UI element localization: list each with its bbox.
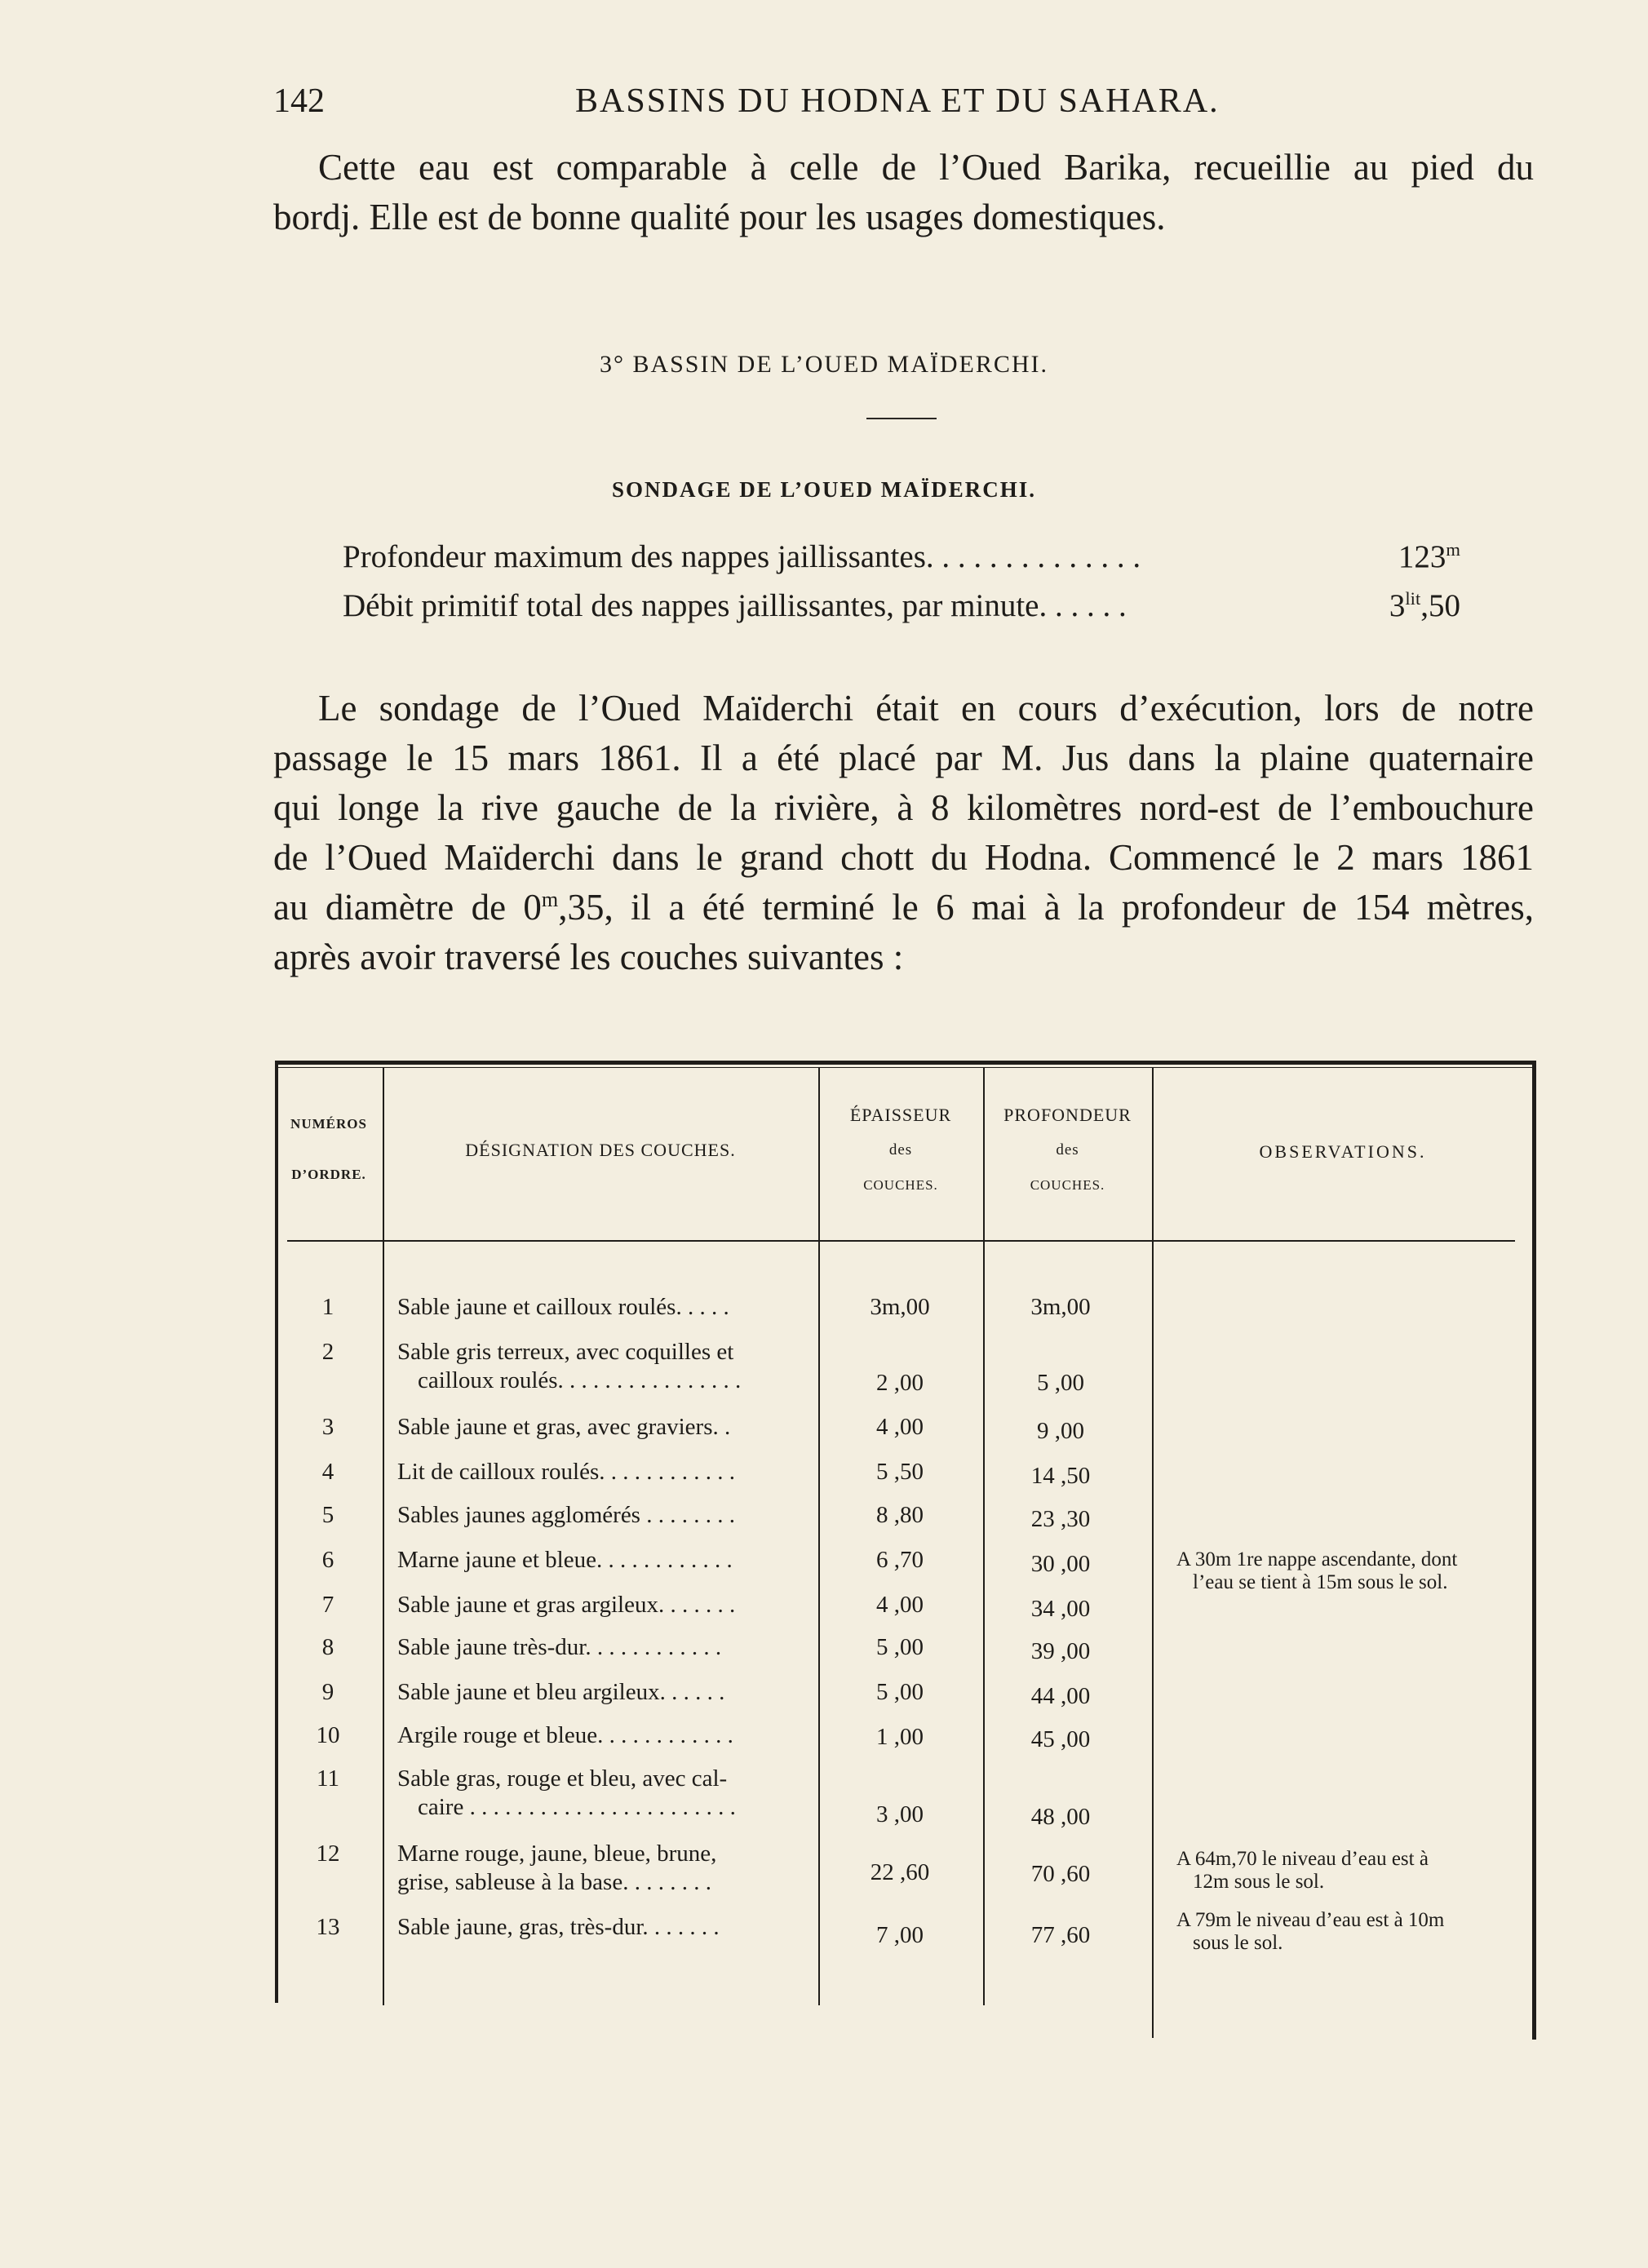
stat-row-discharge (343, 587, 1477, 630)
row-thickness: 8 ,80 (876, 1502, 924, 1528)
row-number: 7 (321, 1592, 334, 1618)
row-thickness: 4 ,00 (876, 1414, 924, 1440)
row-description: Sable jaune et gras, avec graviers. . (397, 1414, 731, 1440)
table-top-rule-thin (275, 1067, 1535, 1068)
main-paragraph (273, 684, 1534, 982)
header-profondeur-des: des (1056, 1141, 1079, 1158)
row-description: Sable jaune, gras, très-dur. . . . . . . (397, 1914, 720, 1940)
row-number: 8 (321, 1634, 334, 1660)
subsection-title: SONDAGE DE L’OUED MAÏDERCHI. (611, 477, 1037, 502)
row-depth: 14 ,50 (1030, 1463, 1091, 1489)
paragraph-line: bordj. Elle est de bonne qualité pour les usages domestiques. (273, 197, 1166, 237)
row-thickness: 3 ,00 (876, 1801, 924, 1827)
row-depth: 44 ,00 (1030, 1683, 1091, 1709)
stat-row-max-depth (343, 538, 1477, 581)
row-description: Sables jaunes agglomérés . . . . . . . . (397, 1502, 735, 1528)
row-description: Sable gris terreux, avec coquilles et (397, 1339, 734, 1365)
intro-paragraph (273, 143, 1534, 242)
row-description: Lit de cailloux roulés. . . . . . . . . . . . (397, 1459, 735, 1485)
header-profondeur: PROFONDEUR (1003, 1105, 1132, 1125)
page-number: 142 (273, 82, 325, 120)
row-depth: 70 ,60 (1030, 1861, 1091, 1887)
row-depth: 48 ,00 (1030, 1804, 1091, 1830)
paragraph-line: de l’Oued Maïderchi dans le grand chott du Hodna. Commencé le 2 mars 1861 (273, 837, 1534, 878)
row-thickness: 3m,00 (870, 1294, 930, 1320)
header-divider (287, 1240, 1515, 1242)
table-top-rule (275, 1061, 1535, 1065)
row-thickness: 4 ,00 (876, 1592, 924, 1618)
row-thickness: 5 ,00 (876, 1634, 924, 1660)
row-description-cont: caire . . . . . . . . . . . . . . . . . . . . . . . (418, 1794, 736, 1820)
row-depth: 9 ,00 (1037, 1418, 1084, 1444)
observation-note: A 79m le niveau d’eau est à 10m sous le sol. (1176, 1909, 1445, 1954)
header-epaisseur-des: des (888, 1141, 913, 1158)
stat-value: $3^{lit},50$ (1389, 588, 1460, 623)
row-thickness: 6 ,70 (876, 1547, 924, 1573)
paragraph-line: après avoir traversé les couches suivantes : (273, 937, 904, 977)
row-description: Sable jaune et gras argileux. . . . . . . (397, 1592, 736, 1618)
row-depth: 3m,00 (1030, 1294, 1091, 1320)
row-depth: 23 ,30 (1030, 1506, 1091, 1532)
row-depth: 30 ,00 (1030, 1551, 1091, 1577)
running-title: BASSINS DU HODNA ET DU SAHARA. (575, 82, 1220, 120)
row-number: 1 (321, 1294, 334, 1320)
header-epaisseur: ÉPAISSEUR (849, 1105, 952, 1125)
observation-note: A 64m,70 le niveau d’eau est à 12m sous le sol. (1176, 1848, 1429, 1893)
running-header (273, 82, 1530, 122)
row-number: 5 (321, 1502, 334, 1528)
row-depth: 34 ,00 (1030, 1596, 1091, 1622)
header-profondeur-couches: COUCHES. (1030, 1177, 1105, 1193)
row-thickness: 1 ,00 (876, 1724, 924, 1750)
row-depth: 5 ,00 (1037, 1370, 1084, 1396)
paragraph-line: au diamètre de 0$^m$,35, il a été terminé le 6 mai à la profondeur de 154 mètres, (273, 887, 1534, 928)
header-numeros-sub: D’ORDRE. (291, 1167, 366, 1182)
column-divider (383, 1067, 384, 2005)
row-description: Sable jaune et bleu argileux. . . . . . (397, 1679, 725, 1705)
section-divider (866, 418, 937, 419)
row-number: 6 (321, 1547, 334, 1573)
row-number: 3 (321, 1414, 334, 1440)
row-description-cont: cailloux roulés. . . . . . . . . . . . . . . . (418, 1367, 742, 1393)
row-number: 10 (316, 1722, 340, 1748)
paragraph-line: Le sondage de l’Oued Maïderchi était en cours d’exécution, lors de notre (318, 688, 1534, 729)
paragraph-line: passage le 15 mars 1861. Il a été placé par M. Jus dans la plaine quaternaire (273, 738, 1534, 778)
row-thickness: 2 ,00 (876, 1370, 924, 1396)
row-number: 11 (317, 1765, 339, 1792)
row-description: Marne jaune et bleue. . . . . . . . . . . . (397, 1547, 733, 1573)
column-divider (1152, 1067, 1154, 2038)
paragraph-line: Cette eau est comparable à celle de l’Oued Barika, recueillie au pied du (318, 147, 1534, 188)
stat-label: Profondeur maximum des nappes jaillissantes. . . . . . . . . . . . . . (343, 539, 1141, 574)
row-description: Sable jaune très-dur. . . . . . . . . . . . (397, 1634, 722, 1660)
header-epaisseur-couches: COUCHES. (863, 1177, 938, 1193)
row-thickness: 5 ,00 (876, 1679, 924, 1705)
stat-value: 123$^m$ (1398, 539, 1460, 574)
row-depth: 45 ,00 (1030, 1726, 1091, 1752)
observation-note: A 30m 1re nappe ascendante, dont l’eau se tient à 15m sous le sol. (1176, 1548, 1458, 1593)
section-title: 3° BASSIN DE L’OUED MAÏDERCHI. (599, 351, 1049, 378)
header-numeros: NUMÉROS (290, 1116, 367, 1132)
row-description: Argile rouge et bleue. . . . . . . . . . . . (397, 1722, 733, 1748)
row-description: Sable jaune et cailloux roulés. . . . . (397, 1294, 729, 1320)
row-description: Sable gras, rouge et bleu, avec cal- (397, 1765, 728, 1792)
row-depth: 77 ,60 (1030, 1922, 1091, 1948)
row-description-cont: grise, sableuse à la base. . . . . . . . (397, 1869, 711, 1895)
row-number: 2 (321, 1339, 334, 1365)
header-designation: DÉSIGNATION DES COUCHES. (465, 1140, 736, 1160)
row-thickness: 22 ,60 (870, 1859, 930, 1885)
row-depth: 39 ,00 (1030, 1638, 1091, 1664)
header-observations: OBSERVATIONS. (1259, 1141, 1427, 1162)
strata-table (275, 1061, 1535, 2040)
row-number: 4 (321, 1459, 334, 1485)
row-description: Marne rouge, jaune, bleue, brune, (397, 1841, 717, 1867)
row-number: 9 (321, 1679, 334, 1705)
row-thickness: 7 ,00 (876, 1922, 924, 1948)
row-number: 13 (316, 1914, 340, 1940)
row-thickness: 5 ,50 (876, 1459, 924, 1485)
stat-label: Débit primitif total des nappes jaillissantes, par minute. . . . . . (343, 588, 1127, 623)
row-number: 12 (316, 1841, 340, 1867)
paragraph-line: qui longe la rive gauche de la rivière, à 8 kilomètres nord-est de l’embouchure (273, 787, 1534, 828)
